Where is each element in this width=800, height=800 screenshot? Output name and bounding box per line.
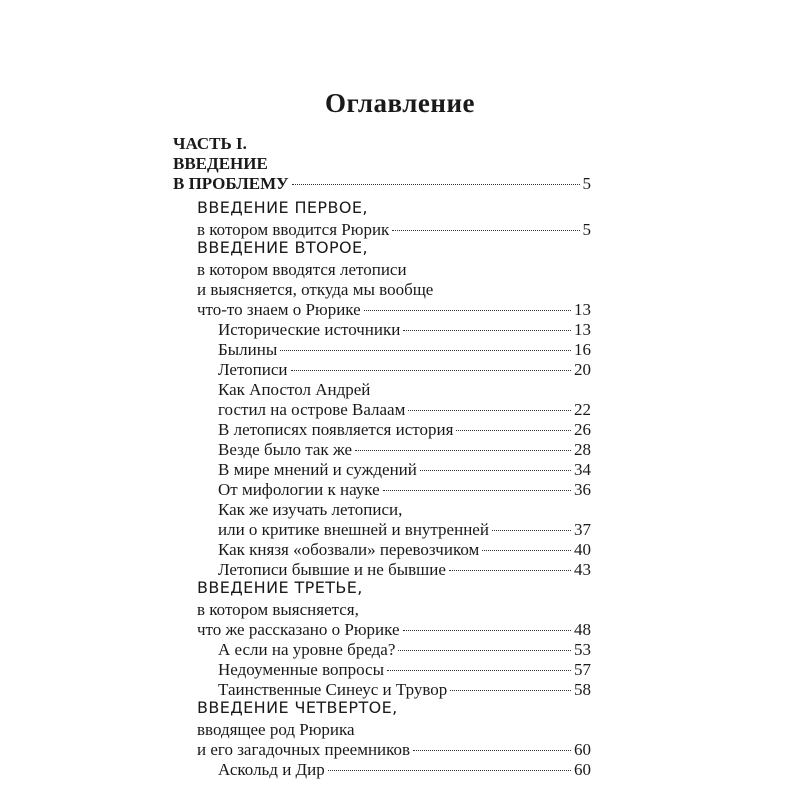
dot-leader [456,430,571,431]
toc-entry-text: или о критике внешней и внутренней [218,520,489,539]
section-heading-intro-3: ВВЕДЕНИЕ ТРЕТЬЕ, [197,578,363,597]
toc-entry-text: Летописи [218,360,288,379]
toc-page-number: 60 [574,740,591,759]
toc-page-number: 5 [582,220,591,239]
toc-page-number: 53 [574,640,591,659]
toc-entry-text: Аскольд и Дир [218,760,325,779]
toc-entry-text: Как князя «обозвали» перевозчиком [218,540,480,559]
toc-entry-intro-3[interactable] [197,620,591,640]
toc-subentry[interactable] [218,540,591,560]
dot-leader [403,330,571,331]
dot-leader [291,370,571,371]
toc-entry-text: Везде было так же [218,440,353,459]
section-subtitle-line: в котором выясняется, [197,600,359,619]
dot-leader [392,230,579,231]
toc-subentry[interactable] [218,640,591,660]
toc-page-number: 16 [574,340,591,359]
toc-page-number: 48 [574,620,591,639]
toc-entry-text: Недоуменные вопросы [218,660,384,679]
dot-leader [364,310,571,311]
toc-page-number: 5 [582,174,591,193]
toc-page-number: 26 [574,420,591,439]
toc-entry-text: В мире мнений и суждений [218,460,417,479]
section-subtitle-line: вводящее род Рюрика [197,720,355,739]
dot-leader [387,670,571,671]
toc-entry-text: А если на уровне бреда? [218,640,396,659]
toc-subentry[interactable] [218,420,591,440]
part-title-line: ВВЕДЕНИЕ [173,154,268,173]
toc-subentry[interactable] [218,680,591,700]
toc-entry-text: В летописях появляется история [218,420,454,439]
section-heading-intro-2: ВВЕДЕНИЕ ВТОРОЕ, [197,238,369,257]
dot-leader [420,470,571,471]
toc-entry-text: Летописи бывшие и не бывшие [218,560,446,579]
toc-page-number: 34 [574,460,591,479]
dot-leader [328,770,571,771]
toc-page-number: 57 [574,660,591,679]
toc-entry-text: в котором вводится Рюрик [197,220,390,239]
toc-page-number: 36 [574,480,591,499]
page-title: Оглавление [325,88,475,118]
toc-subentry[interactable] [218,560,591,580]
toc-subentry[interactable] [218,760,591,780]
dot-leader [408,410,571,411]
section-heading-intro-1: ВВЕДЕНИЕ ПЕРВОЕ, [197,198,368,217]
toc-entry-intro-2[interactable] [197,300,591,320]
toc-subentry-first-line: Как же изучать летописи, [218,500,403,519]
toc-subentry[interactable] [218,400,591,420]
dot-leader [482,550,571,551]
toc-entry-text: что же рассказано о Рюрике [197,620,400,639]
dot-leader [292,184,580,185]
dot-leader [398,650,571,651]
section-subtitle-line: в котором вводятся летописи [197,260,407,279]
toc-subentry[interactable] [218,320,591,340]
toc-entry-text: В ПРОБЛЕМУ [173,174,289,193]
toc-subentry[interactable] [218,480,591,500]
toc-page-number: 28 [574,440,591,459]
dot-leader [403,630,572,631]
toc-entry-text: Исторические источники [218,320,401,339]
dot-leader [355,450,571,451]
section-subtitle-line: и выясняется, откуда мы вообще [197,280,434,299]
dot-leader [492,530,571,531]
dot-leader [450,690,571,691]
toc-entry-text: Былины [218,340,278,359]
toc-subentry[interactable] [218,440,591,460]
toc-entry-text: Таинственные Синеус и Трувор [218,680,448,699]
toc-entry-intro-1[interactable] [197,220,591,240]
toc-entry-text: гостил на острове Валаам [218,400,406,419]
dot-leader [280,350,571,351]
toc-subentry[interactable] [218,360,591,380]
dot-leader [413,750,571,751]
toc-page-number: 37 [574,520,591,539]
section-heading-intro-4: ВВЕДЕНИЕ ЧЕТВЕРТОЕ, [197,698,398,717]
toc-entry-part-1[interactable] [173,174,591,194]
toc-subentry[interactable] [218,460,591,480]
toc-entry-text: что-то знаем о Рюрике [197,300,361,319]
toc-page-number: 60 [574,760,591,779]
toc-entry-text: и его загадочных преемников [197,740,411,759]
part-number: ЧАСТЬ I. [173,134,247,153]
toc-page-number: 58 [574,680,591,699]
toc-subentry[interactable] [218,520,591,540]
toc-subentry[interactable] [218,340,591,360]
toc-subentry-first-line: Как Апостол Андрей [218,380,371,399]
toc-page-number: 40 [574,540,591,559]
toc-page-number: 13 [574,320,591,339]
toc-entry-text: От мифологии к науке [218,480,380,499]
toc-page-number: 13 [574,300,591,319]
toc-page-number: 43 [574,560,591,579]
toc-subentry[interactable] [218,660,591,680]
dot-leader [449,570,571,571]
toc-entry-intro-4[interactable] [197,740,591,760]
dot-leader [383,490,571,491]
toc-page-number: 22 [574,400,591,419]
toc-page-number: 20 [574,360,591,379]
